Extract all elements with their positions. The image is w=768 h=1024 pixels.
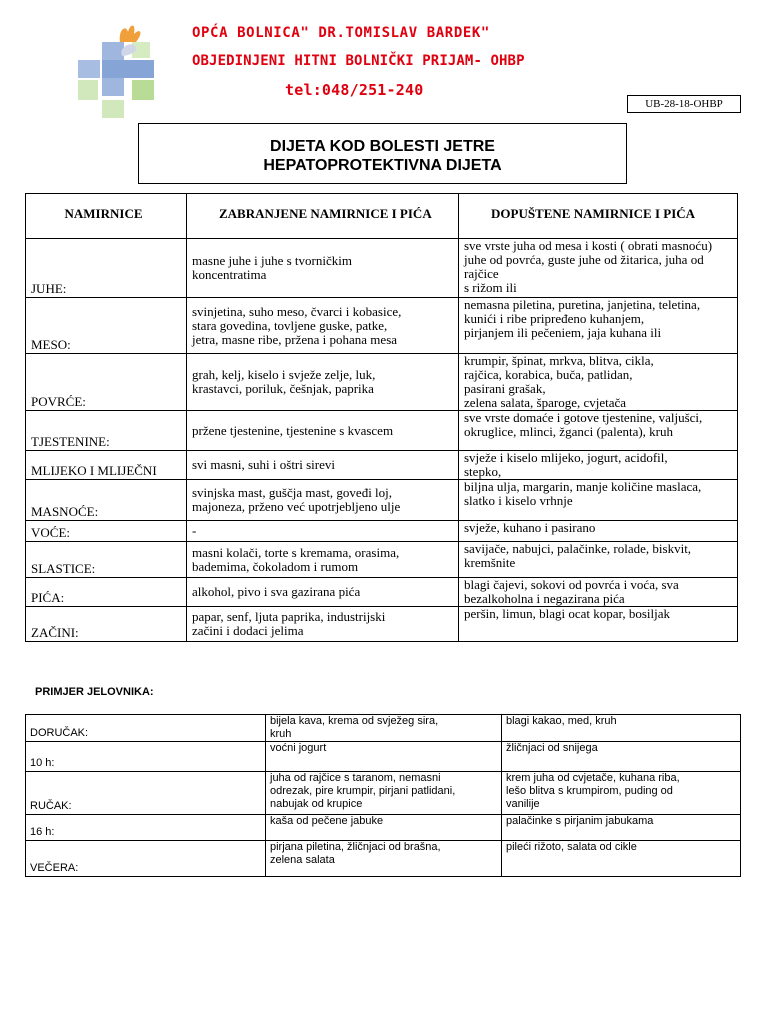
meal-option-2-line: blagi kakao, med, kruh <box>506 715 617 727</box>
allowed-foods-line: blagi čajevi, sokovi od povrća i voća, sva <box>464 577 679 592</box>
forbidden-foods <box>187 354 459 411</box>
food-category: SLASTICE: <box>26 542 187 578</box>
allowed-foods-line: juhe od povrća, guste juhe od žitarica, juha od rajčice <box>464 252 704 281</box>
forbidden-foods <box>187 578 459 607</box>
food-category: TJESTENINE: <box>26 411 187 451</box>
allowed-foods-line: pasirani grašak, <box>464 381 546 396</box>
food-category: MLIJEKO I MLIJEČNI <box>26 451 187 480</box>
allowed-foods-line: svježe i kiselo mlijeko, jogurt, acidofil, <box>464 450 668 465</box>
forbidden-foods <box>187 521 459 542</box>
diet-table-row <box>26 480 738 521</box>
menu-table-body <box>26 715 741 877</box>
allowed-foods-line: stepko, <box>464 464 502 479</box>
diet-table-row <box>26 542 738 578</box>
meal-name: DORUČAK: <box>26 715 266 742</box>
diet-table-row <box>26 607 738 642</box>
forbidden-foods-line: alkohol, pivo i sva gazirana pića <box>192 584 361 599</box>
forbidden-foods-line: papar, senf, ljuta paprika, industrijski <box>192 609 386 624</box>
allowed-foods-line: pirjanjem ili pečeniem, jaja kuhana ili <box>464 325 662 340</box>
forbidden-foods-line: - <box>192 523 197 538</box>
allowed-foods <box>459 578 738 607</box>
allowed-foods <box>459 607 738 642</box>
meal-option-2-line: žličnjaci od snijega <box>506 742 598 754</box>
food-category: JUHE: <box>26 239 187 298</box>
allowed-foods-line: s rižom ili <box>464 280 517 295</box>
meal-name: VEČERA: <box>26 841 266 877</box>
meal-option-2-line: palačinke s pirjanim jabukama <box>506 815 654 827</box>
allowed-foods-line: krumpir, špinat, mrkva, blitva, cikla, <box>464 353 654 368</box>
allowed-foods-line: bezalkoholna i negazirana pića <box>464 591 625 606</box>
document-code: UB-28-18-OHBP <box>627 95 741 113</box>
allowed-foods-line: peršin, limun, blagi ocat kopar, bosiljak <box>464 606 670 621</box>
forbidden-foods-line: začini i dodaci jelima <box>192 623 304 638</box>
forbidden-foods <box>187 298 459 354</box>
forbidden-foods-line: bademima, čokoladom i rumom <box>192 558 359 574</box>
menu-table <box>25 714 741 877</box>
allowed-foods-line: zelena salata, šparoge, cvjetača <box>464 395 627 410</box>
allowed-foods <box>459 542 738 578</box>
meal-option-2-line: vanilije <box>506 798 540 810</box>
meal-option-2-line: pileći rižoto, salata od cikle <box>506 841 637 853</box>
allowed-foods-line: okruglice, mlinci, žganci (palenta), kruh <box>464 424 674 439</box>
food-category: MASNOĆE: <box>26 480 187 521</box>
allowed-foods <box>459 298 738 354</box>
meal-option-2 <box>502 772 741 815</box>
menu-row <box>26 815 741 841</box>
meal-option-2-line: lešo blitva s krumpirom, puding od <box>506 785 673 797</box>
meal-option-1-line: zelena salata <box>270 854 335 866</box>
meal-option-1-line: juha od rajčice s taranom, nemasni <box>270 772 441 784</box>
allowed-foods <box>459 451 738 480</box>
forbidden-foods-line: koncentratima <box>192 267 267 282</box>
meal-name: 10 h: <box>26 742 266 772</box>
menu-row <box>26 772 741 815</box>
allowed-foods <box>459 521 738 542</box>
forbidden-foods-line: masne juhe i juhe s tvorničkim <box>192 253 352 268</box>
forbidden-foods-line: svi masni, suhi i oštri sirevi <box>192 457 335 472</box>
forbidden-foods-line: svinjska mast, guščja mast, goveđi loj, <box>192 485 393 500</box>
forbidden-foods <box>187 411 459 451</box>
food-category: ZAČINI: <box>26 607 187 642</box>
menu-row <box>26 715 741 742</box>
diet-table-row <box>26 451 738 480</box>
meal-option-1-line: nabujak od krupice <box>270 798 363 810</box>
forbidden-foods-line: stara govedina, tovljene guske, patke, <box>192 317 388 333</box>
col-header-foods: NAMIRNICE <box>26 194 187 239</box>
allowed-foods-line: sve vrste juha od mesa i kosti ( obrati masnoću) <box>464 238 713 253</box>
meal-option-1-line: voćni jogurt <box>270 742 327 754</box>
meal-option-2 <box>502 841 741 877</box>
meal-option-1-line: odrezak, pire krumpir, pirjani patlidani, <box>270 785 456 797</box>
meal-option-2 <box>502 742 741 772</box>
menu-row <box>26 742 741 772</box>
allowed-foods-line: rajčica, korabica, buča, patlidan, <box>464 367 633 382</box>
allowed-foods-line: kunići i ribe pripređeno kuhanjem, <box>464 311 645 326</box>
menu-row <box>26 841 741 877</box>
diet-table-row <box>26 298 738 354</box>
diet-table-row <box>26 239 738 298</box>
meal-option-1-line: kaša od pečene jabuke <box>270 815 384 827</box>
forbidden-foods <box>187 480 459 521</box>
meal-name: RUČAK: <box>26 772 266 815</box>
diet-table-row <box>26 521 738 542</box>
meal-option-1-line: bijela kava, krema od svježeg sira, <box>270 715 439 727</box>
forbidden-foods <box>187 607 459 642</box>
meal-option-2 <box>502 815 741 841</box>
document-title-box <box>138 123 627 184</box>
hospital-name: OPĆA BOLNICA" DR.TOMISLAV BARDEK" <box>192 25 490 41</box>
allowed-foods <box>459 354 738 411</box>
food-category: VOĆE: <box>26 521 187 542</box>
forbidden-foods-line: grah, kelj, kiselo i svježe zelje, luk, <box>192 367 376 382</box>
allowed-foods-line: sve vrste domaće i gotove tjestenine, valjušci, <box>464 410 703 425</box>
allowed-foods <box>459 411 738 451</box>
meal-option-2-line: krem juha od cvjetače, kuhana riba, <box>506 772 680 784</box>
allowed-foods-line: biljna ulja, margarin, manje količine maslaca, <box>464 479 702 494</box>
forbidden-foods-line: masni kolači, torte s kremama, orasima, <box>192 544 400 560</box>
title-line-1: DIJETA KOD BOLESTI JETRE <box>270 138 495 155</box>
title-line-2: HEPATOPROTEKTIVNA DIJETA <box>263 157 502 174</box>
meal-name: 16 h: <box>26 815 266 841</box>
department-name: OBJEDINJENI HITNI BOLNIČKI PRIJAM- OHBP <box>192 53 525 69</box>
diet-table <box>25 193 738 642</box>
forbidden-foods <box>187 451 459 480</box>
allowed-foods <box>459 480 738 521</box>
allowed-foods-line: kremšnite <box>464 555 516 570</box>
meal-option-1 <box>266 841 502 877</box>
col-header-allowed: DOPUŠTENE NAMIRNICE I PIĆA <box>459 194 738 239</box>
meal-option-1-line: pirjana piletina, žličnjaci od brašna, <box>270 841 441 853</box>
allowed-foods-line: svježe, kuhano i pasirano <box>464 520 596 535</box>
hospital-logo <box>78 22 178 120</box>
meal-option-2 <box>502 715 741 742</box>
meal-option-1 <box>266 815 502 841</box>
food-category: POVRĆE: <box>26 354 187 411</box>
meal-option-1 <box>266 742 502 772</box>
menu-title: PRIMJER JELOVNIKA: <box>35 686 154 698</box>
forbidden-foods-line: krastavci, poriluk, češnjak, paprika <box>192 381 374 396</box>
phone-number: tel:048/251-240 <box>285 81 424 99</box>
diet-table-row <box>26 354 738 411</box>
allowed-foods-line: savijače, nabujci, palačinke, rolade, biskvit, <box>464 541 692 556</box>
diet-table-header <box>26 194 738 239</box>
forbidden-foods <box>187 542 459 578</box>
diet-table-row <box>26 578 738 607</box>
forbidden-foods-line: pržene tjestenine, tjestenine s kvascem <box>192 422 394 438</box>
diet-table-body <box>26 194 738 642</box>
meal-option-1 <box>266 772 502 815</box>
forbidden-foods-line: svinjetina, suho meso, čvarci i kobasice, <box>192 303 402 319</box>
diet-table-row <box>26 411 738 451</box>
col-header-forbidden: ZABRANJENE NAMIRNICE I PIĆA <box>187 194 459 239</box>
allowed-foods-line: slatko i kiselo vrhnje <box>464 493 573 508</box>
allowed-foods <box>459 239 738 298</box>
forbidden-foods-line: jetra, masne ribe, pržena i pohana mesa <box>192 331 398 347</box>
meal-option-1-line: kruh <box>270 728 292 740</box>
forbidden-foods <box>187 239 459 298</box>
allowed-foods-line: nemasna piletina, puretina, janjetina, teletina, <box>464 297 701 312</box>
food-category: MESO: <box>26 298 187 354</box>
food-category: PIĆA: <box>26 578 187 607</box>
forbidden-foods-line: majoneza, prženo već upotrjebljeno ulje <box>192 499 401 514</box>
meal-option-1 <box>266 715 502 742</box>
